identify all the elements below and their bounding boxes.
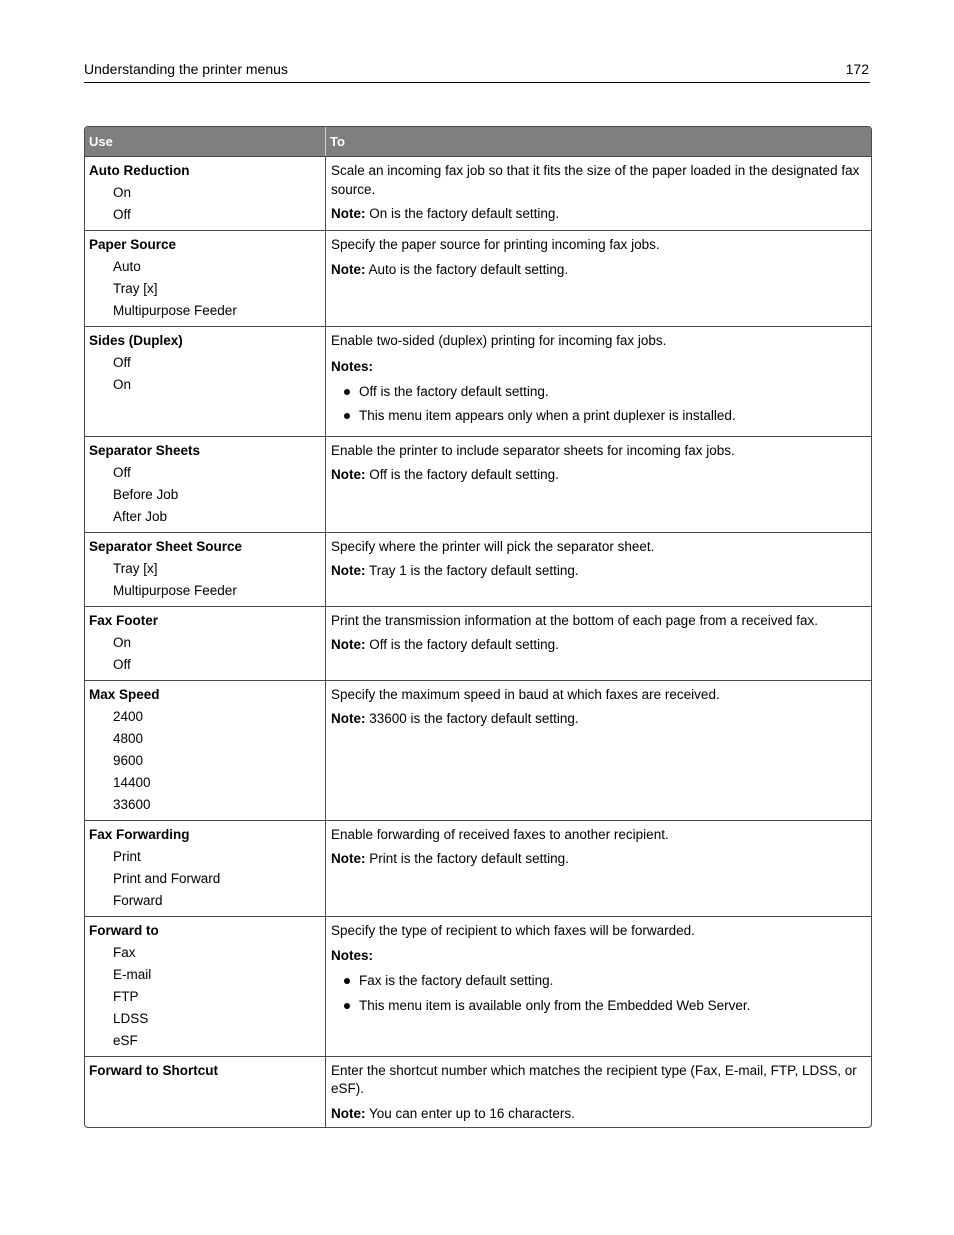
note-label: Note: <box>331 467 366 482</box>
use-cell <box>85 681 326 820</box>
note <box>331 261 867 279</box>
table-row <box>85 327 871 437</box>
use-cell <box>85 231 326 326</box>
menu-option: Multipurpose Feeder <box>113 303 237 318</box>
bullet-text: Off is the factory default setting. <box>359 383 549 399</box>
note <box>331 1105 867 1123</box>
table-row <box>85 681 871 821</box>
bullet-text: This menu item appears only when a print duplexer is installed. <box>359 408 736 423</box>
description: Scale an incoming fax job so that it fits the size of the paper loaded in the designated fax source. <box>331 163 860 197</box>
description: Enable two-sided (duplex) printing for incoming fax jobs. <box>331 333 667 348</box>
column-header-use: Use <box>85 127 326 156</box>
note-label: Note: <box>331 711 366 726</box>
menu-item-name: Max Speed <box>89 686 160 702</box>
menu-option: Off <box>113 355 131 370</box>
page-section-title: Understanding the printer menus <box>84 61 288 77</box>
use-cell <box>85 821 326 916</box>
menu-option: Off <box>113 207 131 222</box>
description: Enable forwarding of received faxes to another recipient. <box>331 826 669 842</box>
use-cell <box>85 157 326 230</box>
bullet-text: Fax is the factory default setting. <box>359 973 554 988</box>
note-label: Note: <box>331 206 366 221</box>
menu-item-name: Fax Forwarding <box>89 826 190 842</box>
note <box>331 466 867 484</box>
use-cell <box>85 607 326 680</box>
menu-option: Tray [x] <box>113 560 158 576</box>
menu-option: Before Job <box>113 486 179 502</box>
note-label: Note: <box>331 851 366 866</box>
description: Specify the maximum speed in baud at which faxes are received. <box>331 686 720 702</box>
menu-item-name: Sides (Duplex) <box>89 333 183 348</box>
menu-option: Tray [x] <box>113 281 158 296</box>
menu-option: Fax <box>113 944 136 960</box>
note <box>331 710 867 728</box>
to-cell <box>326 231 871 326</box>
to-cell <box>326 437 871 532</box>
to-cell <box>326 157 871 230</box>
bullet-text: This menu item is available only from the Embedded Web Server. <box>359 997 751 1013</box>
menu-item-name: Separator Sheets <box>89 442 201 458</box>
description: Print the transmission information at the bottom of each page from a received fax. <box>331 612 818 628</box>
page-number: 172 <box>845 61 869 77</box>
table-body <box>85 157 871 1127</box>
menu-option: 14400 <box>113 774 151 790</box>
to-cell <box>326 681 871 820</box>
table-row <box>85 1057 871 1127</box>
menu-option: eSF <box>113 1032 138 1048</box>
list-item <box>331 972 867 990</box>
notes-list <box>331 972 867 1015</box>
note-label: Note: <box>331 261 366 277</box>
note-text: On is the factory default setting. <box>365 206 560 221</box>
note-text: Off is the factory default setting. <box>365 467 559 482</box>
note-label: Note: <box>331 1105 366 1121</box>
bullet-icon <box>344 413 350 419</box>
note-text: You can enter up to 16 characters. <box>365 1105 575 1121</box>
to-cell <box>326 327 871 436</box>
menu-option: 4800 <box>113 730 144 746</box>
list-item <box>331 383 867 401</box>
table-row <box>85 821 871 917</box>
note-text: Print is the factory default setting. <box>365 851 569 866</box>
note-label: Note: <box>331 637 366 652</box>
menu-option: On <box>113 185 132 200</box>
menu-option: Multipurpose Feeder <box>113 582 237 598</box>
menu-option: Off <box>113 656 131 672</box>
menu-item-name: Separator Sheet Source <box>89 538 243 554</box>
note <box>331 636 867 654</box>
to-cell <box>326 607 871 680</box>
to-cell <box>326 821 871 916</box>
table-row <box>85 607 871 681</box>
notes-list <box>331 383 867 426</box>
menu-item-name: Forward to <box>89 922 159 938</box>
menu-option: After Job <box>113 508 168 524</box>
description: Specify where the printer will pick the separator sheet. <box>331 538 655 554</box>
table-row <box>85 533 871 607</box>
menu-option: On <box>113 634 132 650</box>
note <box>331 850 867 868</box>
page-header <box>84 60 870 83</box>
menu-settings-table <box>84 126 872 1128</box>
description: Specify the paper source for printing incoming fax jobs. <box>331 237 660 252</box>
menu-option: 9600 <box>113 752 144 768</box>
menu-item-name: Forward to Shortcut <box>89 1062 218 1078</box>
table-row <box>85 231 871 327</box>
description: Enter the shortcut number which matches the recipient type (Fax, E-mail, FTP, LDSS, or eSF). <box>331 1062 857 1096</box>
menu-item-name: Paper Source <box>89 237 177 252</box>
table-row <box>85 437 871 533</box>
notes-label: Notes: <box>331 358 374 374</box>
menu-option: E-mail <box>113 966 152 982</box>
menu-option: FTP <box>113 988 139 1004</box>
to-cell <box>326 1057 871 1127</box>
notes-label: Notes: <box>331 948 374 963</box>
use-cell <box>85 917 326 1056</box>
note <box>331 562 867 580</box>
use-cell <box>85 533 326 606</box>
description: Specify the type of recipient to which faxes will be forwarded. <box>331 922 695 938</box>
menu-item-name: Fax Footer <box>89 612 159 628</box>
bullet-icon <box>344 1003 350 1009</box>
list-item <box>331 997 867 1015</box>
table-row <box>85 157 871 231</box>
menu-option: Off <box>113 464 131 480</box>
table-header <box>85 127 871 157</box>
menu-option: 33600 <box>113 796 151 812</box>
note-text: 33600 is the factory default setting. <box>365 711 579 726</box>
bullet-icon <box>344 978 350 984</box>
note <box>331 205 867 223</box>
use-cell <box>85 327 326 436</box>
description: Enable the printer to include separator sheets for incoming fax jobs. <box>331 442 735 458</box>
note-text: Tray 1 is the factory default setting. <box>365 563 579 578</box>
menu-option: Auto <box>113 259 141 274</box>
use-cell <box>85 437 326 532</box>
to-cell <box>326 917 871 1056</box>
note-text: Auto is the factory default setting. <box>365 261 569 277</box>
note-text: Off is the factory default setting. <box>365 637 559 652</box>
to-cell <box>326 533 871 606</box>
menu-option: Print and Forward <box>113 870 221 886</box>
menu-option: Print <box>113 848 141 864</box>
use-cell <box>85 1057 326 1127</box>
list-item <box>331 407 867 425</box>
menu-option: 2400 <box>113 708 144 724</box>
column-header-to: To <box>330 134 345 149</box>
note-label: Note: <box>331 563 366 578</box>
table-row <box>85 917 871 1057</box>
menu-option: LDSS <box>113 1010 149 1026</box>
menu-item-name: Auto Reduction <box>89 163 190 178</box>
menu-option: Forward <box>113 892 163 908</box>
bullet-icon <box>344 389 350 395</box>
menu-option: On <box>113 377 132 392</box>
